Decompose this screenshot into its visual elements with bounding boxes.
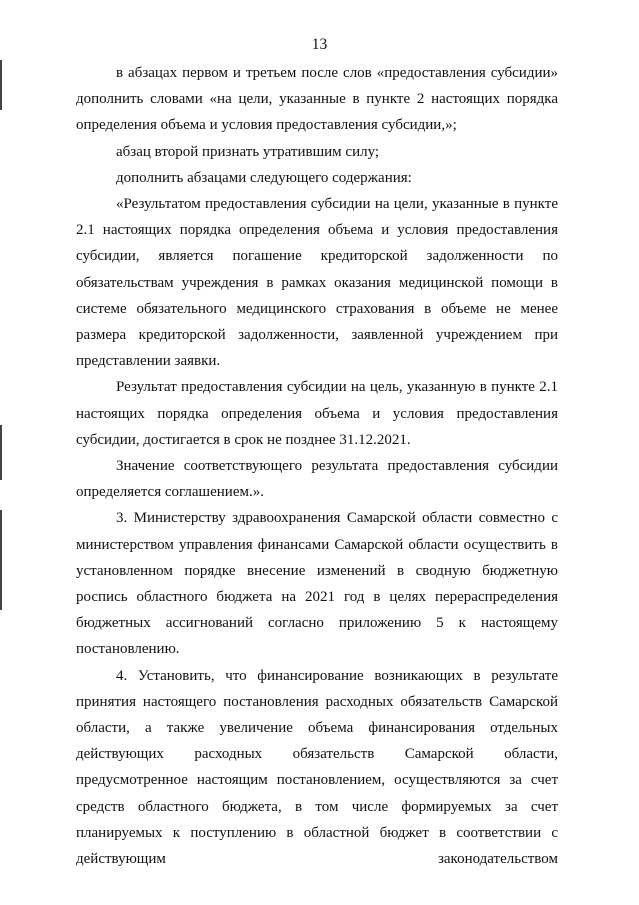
page-number: 13 <box>311 36 328 53</box>
paragraph-punkt-4: 4. Установить, что финансирование возникающих в результате принятия настоящего постановления расходных обязательств Самарской области, а также увеличение объема финансирования отдельных действующих расходных обязательств Самарской области, предусмотренное настоящим постановлением, осуществляются за счет средств областного бюджета, в том числе формируемых за счет планируемых к поступлению в областной бюджет в соответствии с действующим законодательством <box>76 667 558 868</box>
paragraph-punkt-3: 3. Министерству здравоохранения Самарской области совместно с министерством управления финансами Самарской области осуществить в установленном порядке внесение изменений в сводную бюджетную роспись областного бюджета на 2021 год в целях перераспределения бюджетных ассигнований согласно приложению 5 к настоящему постановлению. <box>76 510 558 658</box>
paragraph-rezultat-predostavleniya: Результат предоставления субсидии на цель, указанную в пункте 2.1 настоящих порядка определения объема и условия предоставления субсидии, достигается в срок не позднее 31.12.2021. <box>76 379 558 448</box>
paragraph-abzac-vtoroi: абзац второй признать утратившим силу; <box>116 143 380 160</box>
document-body <box>76 60 558 872</box>
scan-artifact-bottom <box>0 510 2 610</box>
paragraph-dopolnit-abzacami: дополнить абзацами следующего содержания: <box>116 169 412 186</box>
paragraph-abzacy-pervyi-tretii: в абзацах первом и третьем после слов «предоставления субсидии» дополнить словами «на цели, указанные в пункте 2 настоящих порядка определения объема и условия предоставления субсидии,»; <box>76 65 558 134</box>
scan-artifact-middle <box>0 425 2 480</box>
scan-artifact-top <box>0 60 2 110</box>
paragraph-rezultatom-predostavleniya: «Результатом предоставления субсидии на цели, указанные в пункте 2.1 настоящих порядка определения объема и условия предоставления субсидии, является погашение кредиторской задолженности по обязательствам учреждения в рамках оказания медицинской помощи в системе обязательного медицинского страхования в объеме не менее размера кредиторской задолженности, заявленной учреждением при представлении заявки. <box>76 196 558 370</box>
paragraph-znachenie-rezultata: Значение соответствующего результата предоставления субсидии определяется соглашением.». <box>76 458 558 501</box>
